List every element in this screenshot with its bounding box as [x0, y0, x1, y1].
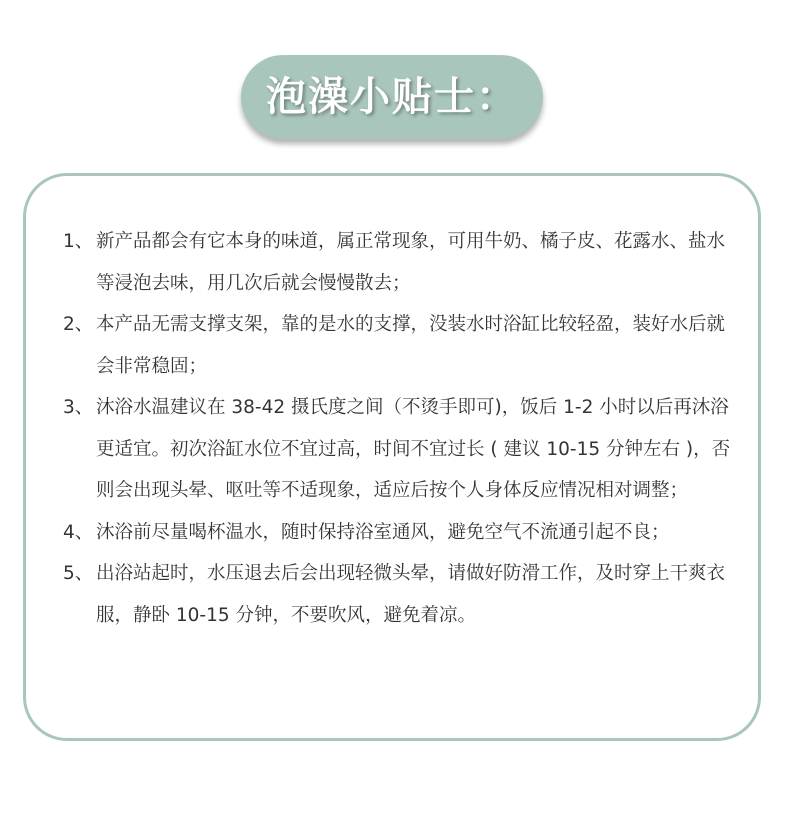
list-item — [63, 304, 733, 387]
tip-number: 1、 — [63, 231, 94, 252]
page-title: 泡澡小贴士： — [266, 74, 518, 120]
tip-text: 沐浴前尽量喝杯温水，随时保持浴室通风，避免空气不流通引起不良； — [96, 521, 670, 543]
tip-text: 出浴站起时，水压退去后会出现轻微头晕，请做好防滑工作，及时穿上干爽衣服，静卧 10-15 分钟，不要吹风，避免着凉。 — [96, 563, 726, 626]
tip-number: 2、 — [63, 314, 94, 335]
tip-number: 3、 — [63, 397, 94, 418]
tip-number: 5、 — [63, 563, 94, 584]
list-item — [63, 553, 733, 636]
tip-number: 4、 — [63, 521, 94, 543]
tip-text: 沐浴水温建议在 38-42 摄氏度之间（不烫手即可)，饭后 1-2 小时以后再沐浴更适宜。初次浴缸水位不宜过高，时间不宜过长 ( 建议 10-15 分钟左右 )，否则会出现头晕、呕吐等不适现象，适应后按个人身体反应情况相对调整； — [96, 397, 731, 501]
tips-list — [63, 221, 733, 636]
list-item — [63, 221, 733, 304]
tip-text: 新产品都会有它本身的味道，属正常现象，可用牛奶、橘子皮、花露水、盐水等浸泡去味，用几次后就会慢慢散去； — [96, 231, 726, 294]
title-banner — [241, 55, 543, 139]
list-item — [63, 387, 733, 512]
tip-text: 本产品无需支撑支架，靠的是水的支撑，没装水时浴缸比较轻盈，装好水后就会非常稳固； — [96, 314, 726, 377]
list-item — [63, 512, 733, 554]
tips-card — [23, 173, 761, 741]
